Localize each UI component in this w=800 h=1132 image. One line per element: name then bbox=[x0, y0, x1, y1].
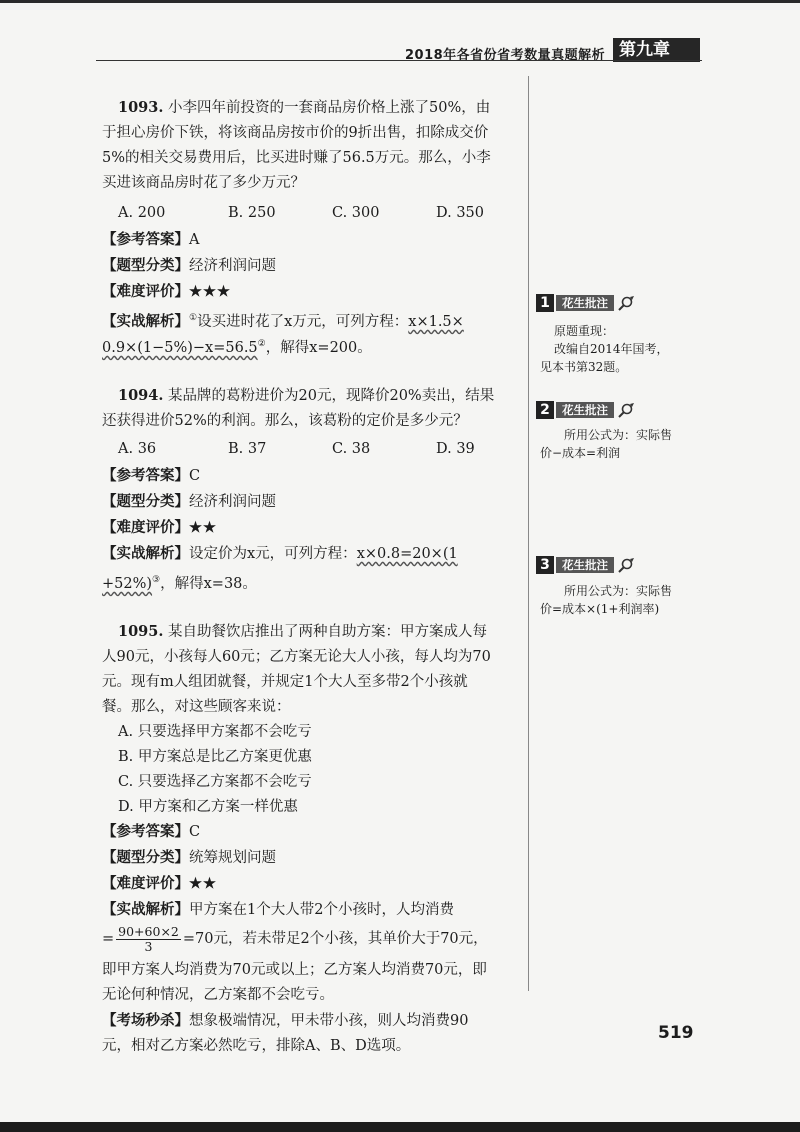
q1094-analysis-line-2: +52%)③，解得x=38。 bbox=[102, 575, 257, 592]
q1095-stem-line-2: 人90元，小孩每人60元；乙方案无论大人小孩，每人均为70 bbox=[102, 649, 491, 665]
q1094-options bbox=[118, 437, 475, 461]
header-rule bbox=[96, 60, 702, 61]
option-a: A. 200 bbox=[118, 205, 166, 221]
q1095-number: 1095. bbox=[118, 623, 164, 640]
note-number: 1 bbox=[536, 294, 554, 312]
option-d: D. 350 bbox=[436, 205, 485, 221]
option-c: C. 300 bbox=[332, 205, 380, 221]
q1093-number: 1093. bbox=[118, 99, 164, 116]
difficulty-stars: ★★ bbox=[189, 875, 217, 892]
q1093-analysis-line-1: 【实战解析】①设买进时花了x万元，可列方程：x×1.5× bbox=[102, 312, 464, 330]
option-d: D. 39 bbox=[436, 441, 475, 457]
fraction: $\frac{90+60\times 2}{3}$ bbox=[118, 923, 179, 954]
q1093-stem-line-2: 于担心房价下铁，将该商品房按市价的9折出售，扣除成交价 bbox=[102, 125, 489, 141]
option-a: A. 只要选择甲方案都不会吃亏 bbox=[118, 724, 312, 740]
page-number: 519 bbox=[658, 1023, 694, 1043]
bottom-edge-bar bbox=[0, 1122, 800, 1132]
q1094-type: 【题型分类】经济利润问题 bbox=[102, 493, 276, 510]
q1094-number: 1094. bbox=[118, 387, 164, 404]
option-d: D. 甲方案和乙方案一样优惠 bbox=[118, 799, 298, 815]
q1095-trick-line-2: 元，相对乙方案必然吃亏，排除A、B、D选项。 bbox=[102, 1038, 411, 1054]
difficulty-stars: ★★ bbox=[189, 519, 217, 536]
note-title: 花生批注 bbox=[556, 557, 614, 573]
q1093-stem-line-3: 5%的相关交易费用后，比买进时赚了56.5万元。那么，小李 bbox=[102, 150, 491, 166]
q1093-answer: 【参考答案】A bbox=[102, 231, 200, 248]
q1094-stem-line-1: 1094. 某品牌的葛粉进价为20元，现降价20%卖出，结果 bbox=[118, 387, 495, 404]
q1095-type: 【题型分类】统筹规划问题 bbox=[102, 849, 276, 866]
note-title: 花生批注 bbox=[556, 402, 614, 418]
q1094-difficulty: 【难度评价】★★ bbox=[102, 519, 217, 536]
q1093-stem-line-4: 买进该商品房时花了多少万元？ bbox=[102, 175, 305, 191]
q1093-difficulty: 【难度评价】★★★ bbox=[102, 283, 231, 300]
option-c: C. 38 bbox=[332, 441, 371, 457]
note-header bbox=[536, 293, 635, 313]
q1095-difficulty: 【难度评价】★★ bbox=[102, 875, 217, 892]
note-number: 2 bbox=[536, 401, 554, 419]
option-c: C. 只要选择乙方案都不会吃亏 bbox=[118, 774, 312, 790]
q1093-stem-line-1: 1093. 小李四年前投资的一套商品房价格上涨了50%，由 bbox=[118, 99, 491, 116]
option-b: B. 250 bbox=[228, 205, 276, 221]
option-b: B. 37 bbox=[228, 441, 267, 457]
q1095-analysis-line-3: 即甲方案人均消费为70元或以上；乙方案人均消费70元，即 bbox=[102, 962, 487, 978]
difficulty-stars: ★★★ bbox=[189, 283, 231, 300]
note-title: 花生批注 bbox=[556, 295, 614, 311]
option-a: A. 36 bbox=[118, 441, 157, 457]
q1095-stem-line-1: 1095. 某自助餐饮店推出了两种自助方案：甲方案成人每 bbox=[118, 623, 488, 640]
q1093-analysis-line-2: 0.9×(1−5%)−x=56.5②，解得x=200。 bbox=[102, 339, 372, 356]
q1095-analysis-line-4: 无论何种情况，乙方案都不会吃亏。 bbox=[102, 987, 334, 1003]
q1094-analysis-line-1: 【实战解析】设定价为x元，可列方程：x×0.8=20×(1 bbox=[102, 545, 458, 562]
q1095-trick-line-1: 【考场秒杀】想象极端情况，甲未带小孩，则人均消费90 bbox=[102, 1012, 469, 1029]
q1093-options bbox=[118, 201, 484, 225]
running-title: 2018年各省份省考数量真题解析 bbox=[405, 48, 606, 63]
pen-magnifier-icon bbox=[617, 557, 635, 573]
note-header bbox=[536, 555, 635, 575]
q1095-stem-line-3: 元。现有m人组团就餐，并规定1个大人至多带2个小孩就 bbox=[102, 674, 468, 690]
note-header bbox=[536, 400, 635, 420]
q1095-answer: 【参考答案】C bbox=[102, 823, 201, 840]
q1094-stem-line-2: 还获得进价52%的利润。那么，该葛粉的定价是多少元？ bbox=[102, 413, 468, 429]
option-b: B. 甲方案总是比乙方案更优惠 bbox=[118, 749, 312, 765]
q1095-stem-line-4: 餐。那么，对这些顾客来说： bbox=[102, 699, 291, 715]
q1095-analysis-line-2: = $\frac{90+60\times 2}{3}$ =70元，若未带足2个小孩，其单价大于70元， bbox=[102, 923, 488, 954]
note-number: 3 bbox=[536, 556, 554, 574]
q1093-type: 【题型分类】经济利润问题 bbox=[102, 257, 276, 274]
top-edge-line bbox=[0, 0, 800, 3]
chapter-tab: 第九章 bbox=[613, 38, 700, 62]
q1095-analysis-line-1: 【实战解析】甲方案在1个大人带2个小孩时，人均消费 bbox=[102, 901, 454, 918]
pen-magnifier-icon bbox=[617, 295, 635, 311]
q1094-answer: 【参考答案】C bbox=[102, 467, 201, 484]
margin-divider bbox=[528, 76, 529, 991]
pen-magnifier-icon bbox=[617, 402, 635, 418]
